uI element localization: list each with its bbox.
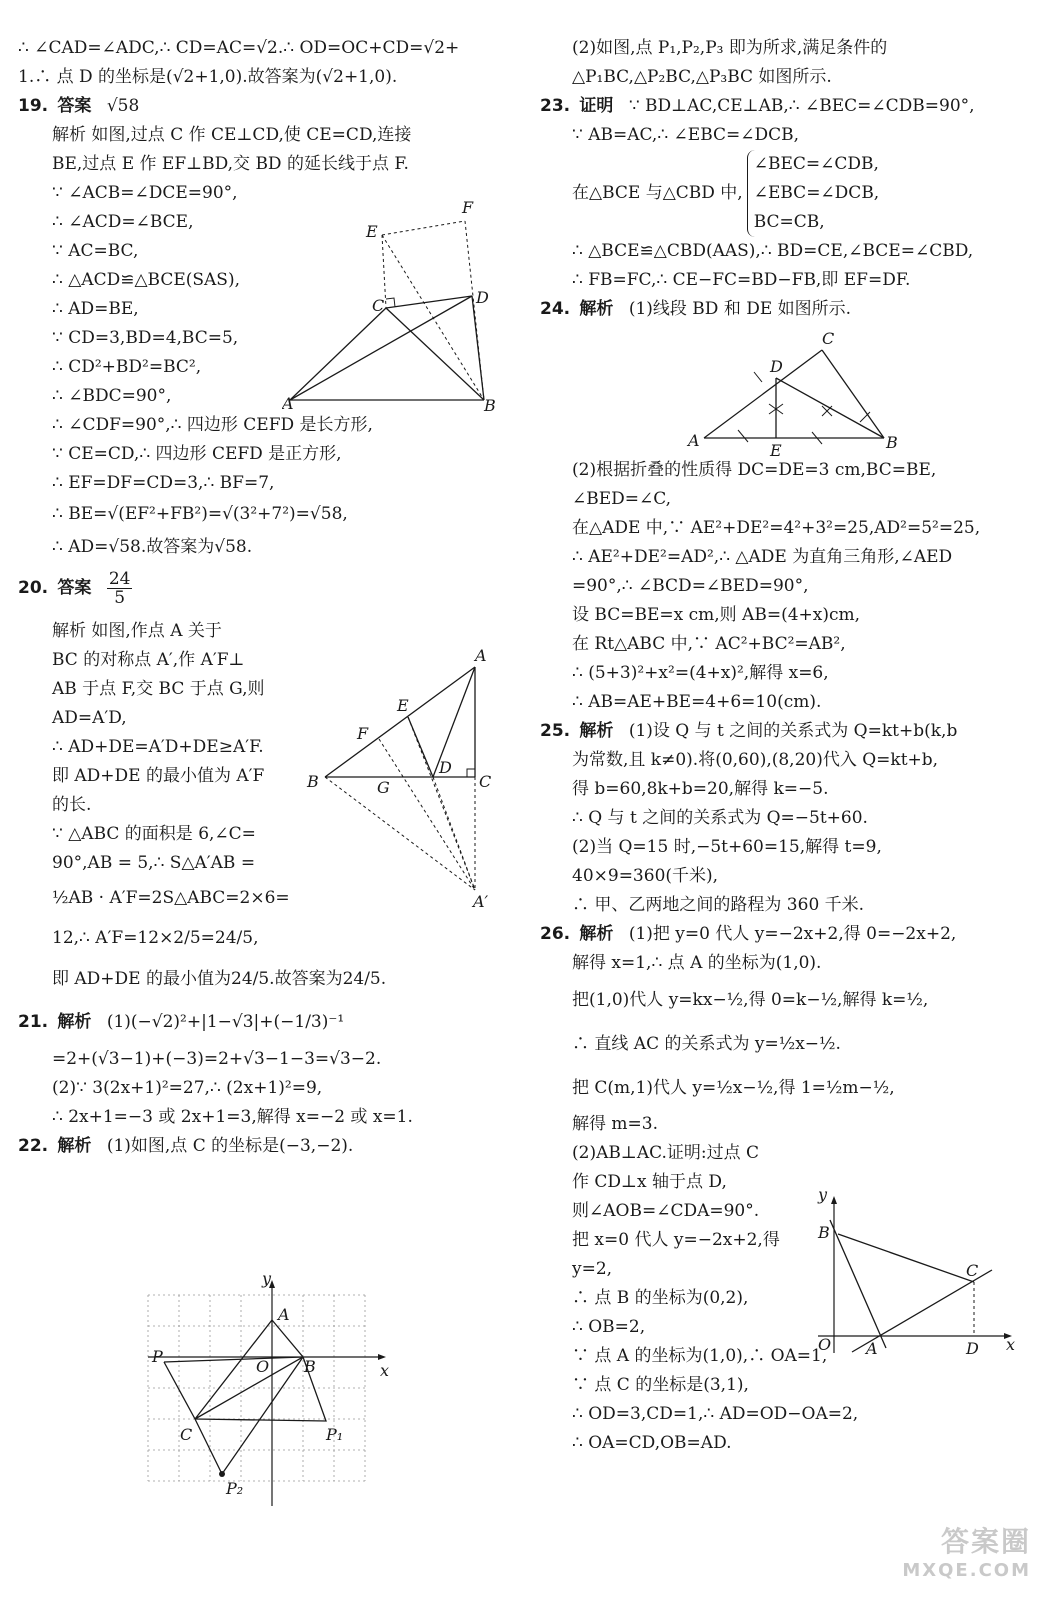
q24-line: ∴ (5+3)²+x²=(4+x)²,解得 x=6, <box>572 663 829 683</box>
q19-line: ∵ ∠ACB=∠DCE=90°, <box>52 183 238 203</box>
q21-line: (1)(−√2)²+|1−√3|+(−1/3)⁻¹ <box>106 1012 345 1032</box>
q21-tag: 解析 <box>57 1012 92 1032</box>
q25-line: (1)设 Q 与 t 之间的关系式为 Q=kt+b(k,b <box>628 721 958 741</box>
q19-line: ∵ AC=BC, <box>52 241 139 261</box>
q24-line: 设 BC=BE=x cm,则 AB=(4+x)cm, <box>572 605 861 625</box>
q19-header <box>18 92 518 121</box>
q19-line: ∵ CE=CD,∴ 四边形 CEFD 是正方形, <box>52 444 342 464</box>
q25-line: ∴ 甲、乙两地之间的路程为 360 千米. <box>572 895 865 915</box>
q23-brace-line: ∠BEC=∠CDB, <box>753 154 879 174</box>
q24-tag: 解析 <box>579 299 614 319</box>
label-x: x <box>380 1361 390 1380</box>
segment-ef <box>382 221 465 235</box>
q24-line: (1)线段 BD 和 DE 如图所示. <box>628 299 852 319</box>
q24-number: 24. <box>540 299 571 319</box>
label-b: B <box>304 1357 316 1376</box>
q19-line: BE,过点 E 作 EF⊥BD,交 BD 的延长线于点 F. <box>52 154 409 174</box>
q19-line: ∴ AD=√58.故答案为√58. <box>52 537 253 557</box>
q19-answer: √58 <box>106 96 140 116</box>
q23-tag: 证明 <box>579 96 614 116</box>
label-d: D <box>476 288 489 307</box>
q21-line: (2)∵ 3(2x+1)²=27,∴ (2x+1)²=9, <box>52 1078 323 1098</box>
segment-cd <box>386 296 472 308</box>
q22-tag: 解析 <box>57 1136 92 1156</box>
label-e: E <box>770 441 782 460</box>
q26-line: ∴ OA=CD,OB=AD. <box>572 1433 732 1453</box>
label-b: B <box>307 772 319 791</box>
q19-line: ∴ △ACD≌△BCE(SAS), <box>52 270 240 290</box>
q23-line: ∴ FB=FC,∴ CE−FC=BD−FB,即 EF=DF. <box>572 270 911 290</box>
q20-line: ½AB · A′F=2S△ABC=2×6= <box>52 888 290 908</box>
q22-line: (1)如图,点 C 的坐标是(−3,−2). <box>106 1136 354 1156</box>
q19-line: 解析 如图,过点 C 作 CE⊥CD,使 CE=CD,连接 <box>52 125 412 145</box>
q19-line: ∴ AD=BE, <box>52 299 139 319</box>
q26-line: 则∠AOB=∠CDA=90°. <box>572 1201 760 1221</box>
y-axis-arrow <box>831 1196 837 1204</box>
q26-number: 26. <box>540 924 571 944</box>
q25-line: ∴ Q 与 t 之间的关系式为 Q=−5t+60. <box>572 808 868 828</box>
segment-bc <box>838 1234 974 1282</box>
label-y: y <box>262 1270 272 1288</box>
q26-line: 把(1,0)代人 y=kx−½,得 0=k−½,解得 k=½, <box>572 990 929 1010</box>
q26-line: (1)把 y=0 代人 y=−2x+2,得 0=−2x+2, <box>628 924 957 944</box>
q19-geometry-figure <box>282 195 502 415</box>
q24-header <box>540 295 1035 324</box>
q25-line: 得 b=60,8k+b=20,解得 k=−5. <box>572 779 829 799</box>
q21-line: =2+(√3−1)+(−3)=2+√3−1−3=√3−2. <box>52 1049 382 1069</box>
label-c: C <box>966 1261 979 1280</box>
q26-line: 把 C(m,1)代人 y=½x−½,得 1=½m−½, <box>572 1078 895 1098</box>
q26-header <box>540 920 1035 949</box>
q19-line: ∴ ∠BDC=90°, <box>52 386 172 406</box>
label-p1: P₁ <box>326 1425 344 1444</box>
segment-cb <box>386 308 484 400</box>
q26-line: ∴ 点 B 的坐标为(0,2), <box>572 1288 749 1308</box>
q20-line: 12,∴ A′F=12×2/5=24/5, <box>52 928 259 948</box>
q20-line: 即 AD+DE 的最小值为24/5.故答案为24/5. <box>52 969 387 989</box>
label-a: A <box>688 431 700 450</box>
q20-line: AD=A′D, <box>52 708 127 728</box>
q23-brace-system <box>540 150 1035 237</box>
label-d: D <box>966 1339 979 1358</box>
q26-line: ∴ OB=2, <box>572 1317 646 1337</box>
q20-tag: 答案 <box>57 578 92 598</box>
q22b-line-1: (2)如图,点 P₁,P₂,P₃ 即为所求,满足条件的 <box>572 38 888 58</box>
segment-ed <box>408 717 433 777</box>
right-angle-mark <box>467 769 475 777</box>
q22b-line-2: △P₁BC,△P₂BC,△P₃BC 如图所示. <box>572 67 832 87</box>
right-angle-mark <box>386 298 395 307</box>
q25-line: 40×9=360(千米), <box>572 866 719 886</box>
q25-number: 25. <box>540 721 571 741</box>
q24-geometry-figure <box>680 330 920 460</box>
q20-line: 解析 如图,作点 A 关于 <box>52 621 222 641</box>
q19-line: ∵ CD=3,BD=4,BC=5, <box>52 328 239 348</box>
q24-line: (2)根据折叠的性质得 DC=DE=3 cm,BC=BE, <box>572 460 937 480</box>
segment-ba2 <box>325 777 475 890</box>
segment-pb <box>164 1357 303 1362</box>
label-a-prime: A′ <box>473 892 489 911</box>
q23-brace-line: BC=CB, <box>753 212 825 232</box>
label-c: C <box>180 1425 193 1444</box>
q19-line: ∴ BE=√(EF²+FB²)=√(3²+7²)=√58, <box>52 504 348 524</box>
q19-line: ∴ EF=DF=CD=3,∴ BF=7, <box>52 473 275 493</box>
q18-line-1: ∴ ∠CAD=∠ADC,∴ CD=AC=√2.∴ OD=OC+CD=√2+ <box>18 38 460 58</box>
segment-pc <box>164 1362 195 1419</box>
label-a: A <box>282 394 294 413</box>
q24-line: ∠BED=∠C, <box>572 489 672 509</box>
q25-line: (2)当 Q=15 时,−5t+60=15,解得 t=9, <box>572 837 882 857</box>
label-c: C <box>372 296 385 315</box>
label-a: A <box>278 1305 290 1324</box>
q19-line: ∴ CD²+BD²=BC², <box>52 357 202 377</box>
segment-cb <box>822 350 884 438</box>
q23-number: 23. <box>540 96 571 116</box>
q20-line: 即 AD+DE 的最小值为 A′F <box>52 766 265 786</box>
watermark-logo <box>881 1520 1031 1590</box>
q20-answer-denominator: 5 <box>114 588 126 608</box>
label-e: E <box>366 222 378 241</box>
q21-header <box>18 1008 518 1037</box>
q20-answer-fraction <box>107 570 133 607</box>
q23-line: ∴ △BCE≌△CBD(AAS),∴ BD=CE,∠BCE=∠CBD, <box>572 241 974 261</box>
segment-ba <box>325 667 475 777</box>
q26-line: ∴ 直线 AC 的关系式为 y=½x−½. <box>572 1034 841 1054</box>
q20-geometry-figure <box>305 645 505 915</box>
q19-tag: 答案 <box>57 96 92 116</box>
watermark-line-2: MXQE.COM <box>902 1560 1031 1581</box>
q20-line: BC 的对称点 A′,作 A′F⊥ <box>52 650 245 670</box>
label-p: P <box>152 1347 163 1366</box>
label-c: C <box>822 330 835 348</box>
triangle-abc <box>195 1320 303 1419</box>
q22-number: 22. <box>18 1136 49 1156</box>
triangle-p2 <box>195 1357 303 1474</box>
point-p2 <box>219 1471 225 1477</box>
q20-number: 20. <box>18 578 49 598</box>
q26-tag: 解析 <box>579 924 614 944</box>
q24-line: ∴ AE²+DE²=AD²,∴ △ADE 为直角三角形,∠AED <box>572 547 953 567</box>
label-g: G <box>377 778 390 797</box>
q23-line: ∵ AB=AC,∴ ∠EBC=∠DCB, <box>572 125 800 145</box>
q26-line: ∴ OD=3,CD=1,∴ AD=OD−OA=2, <box>572 1404 859 1424</box>
q20-header <box>18 570 518 607</box>
q26-line: 解得 m=3. <box>572 1114 658 1134</box>
q19-number: 19. <box>18 96 49 116</box>
q26-line: y=2, <box>572 1259 613 1279</box>
q18-line-2: 1.∴ 点 D 的坐标是(√2+1,0).故答案为(√2+1,0). <box>18 67 398 87</box>
q23-brace <box>747 150 880 237</box>
q21-number: 21. <box>18 1012 49 1032</box>
segment-da2 <box>433 777 475 890</box>
q20-line: ∴ AD+DE=A′D+DE≥A′F. <box>52 737 264 757</box>
label-a: A <box>475 646 487 665</box>
label-y: y <box>818 1188 828 1204</box>
label-f: F <box>462 198 474 217</box>
q25-line: 为常数,且 k≠0).将(0,60),(8,20)代入 Q=kt+b, <box>572 750 939 770</box>
line-ab <box>830 1220 886 1348</box>
q23-brace-line: ∠EBC=∠DCB, <box>753 183 880 203</box>
watermark-line-1: 答案圈 <box>940 1525 1031 1558</box>
label-b: B <box>886 433 898 452</box>
q20-line: ∵ △ABC 的面积是 6,∠C= <box>52 824 256 844</box>
q26-coordinate-figure <box>812 1188 1022 1363</box>
label-d: D <box>439 758 452 777</box>
label-d: D <box>770 357 783 376</box>
label-c: C <box>479 772 492 791</box>
q26-line: ∵ 点 A 的坐标为(1,0),∴ OA=1, <box>572 1346 828 1366</box>
q23-brace-prefix: 在△BCE 与△CBD 中, <box>572 183 743 203</box>
label-x: x <box>1006 1335 1016 1354</box>
label-o: O <box>818 1335 832 1354</box>
q20-line: 90°,AB = 5,∴ S△A′AB = <box>52 853 256 873</box>
q24-line: 在△ADE 中,∵ AE²+DE²=4²+3²=25,AD²=5²=25, <box>572 518 981 538</box>
q24-line: 在 Rt△ABC 中,∵ AC²+BC²=AB², <box>572 634 846 654</box>
q23-header <box>540 92 1035 121</box>
q20-line: 的长. <box>52 795 92 815</box>
label-p2: P₂ <box>226 1479 244 1498</box>
q21-line: ∴ 2x+1=−3 或 2x+1=3,解得 x=−2 或 x=1. <box>52 1107 413 1127</box>
label-b: B <box>818 1223 830 1242</box>
q20-answer-numerator: 24 <box>108 569 131 589</box>
x-axis-arrow <box>378 1354 386 1360</box>
q26-line: ∵ 点 C 的坐标是(3,1), <box>572 1375 749 1395</box>
q22-header <box>18 1132 518 1161</box>
q26-line: 作 CD⊥x 轴于点 D, <box>572 1172 727 1192</box>
q20-line: AB 于点 F,交 BC 于点 G,则 <box>52 679 265 699</box>
label-f: F <box>357 724 369 743</box>
q22-coordinate-grid-figure <box>130 1270 400 1510</box>
label-e: E <box>397 696 409 715</box>
q26-line: 解得 x=1,∴ 点 A 的坐标为(1,0). <box>572 953 822 973</box>
q26-line: 把 x=0 代人 y=−2x+2,得 <box>572 1230 780 1250</box>
q23-line: ∵ BD⊥AC,CE⊥AB,∴ ∠BEC=∠CDB=90°, <box>628 96 975 116</box>
label-b: B <box>484 396 496 415</box>
q24-line: =90°,∴ ∠BCD=∠BED=90°, <box>572 576 809 596</box>
label-o: O <box>256 1357 270 1376</box>
q25-header <box>540 717 1035 746</box>
q26-line: (2)AB⊥AC.证明:过点 C <box>572 1143 760 1163</box>
label-a: A <box>866 1339 878 1358</box>
q24-line: ∴ AB=AE+BE=4+6=10(cm). <box>572 692 822 712</box>
q25-tag: 解析 <box>579 721 614 741</box>
q19-line: ∴ ∠ACD=∠BCE, <box>52 212 194 232</box>
q19-line: ∴ ∠CDF=90°,∴ 四边形 CEFD 是长方形, <box>52 415 373 435</box>
